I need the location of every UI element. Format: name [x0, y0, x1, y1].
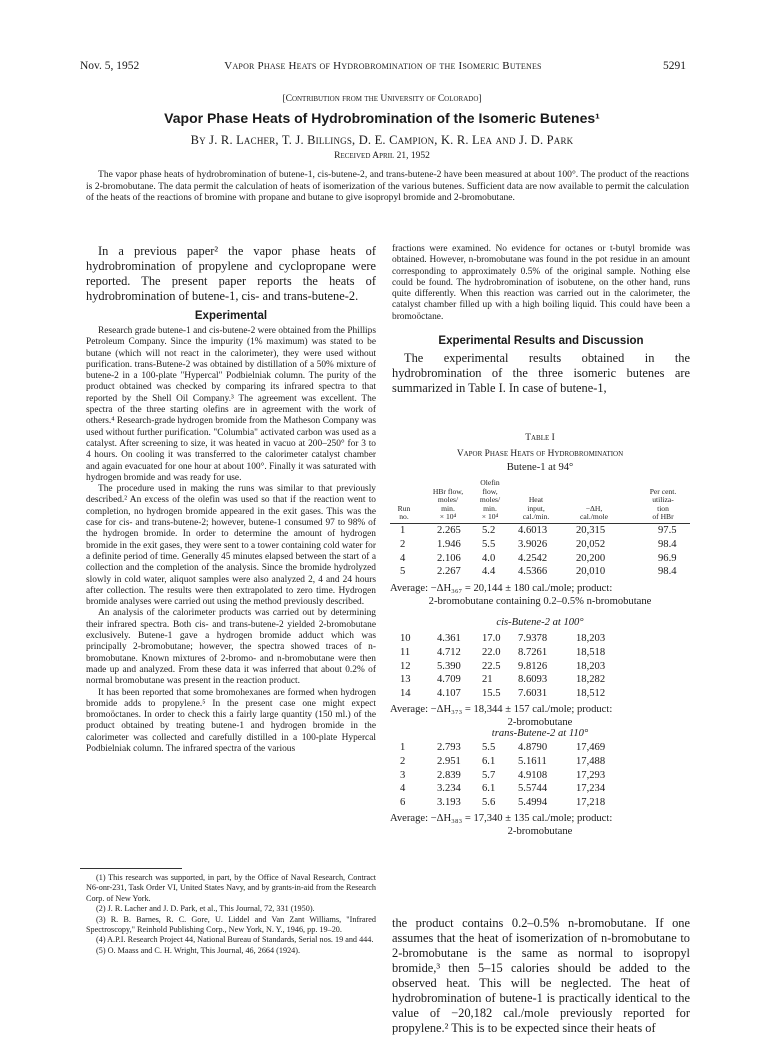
table-cell: 1	[400, 742, 406, 753]
section-title-butene-1: Butene-1 at 94°	[506, 462, 574, 473]
table-cell: 6.1	[482, 783, 496, 795]
header-title: Vapor Phase Heats of Hydrobromination of the Isomeric Butenes	[224, 60, 542, 72]
table-cell: 3.234	[437, 783, 461, 795]
table-cell: 10	[400, 633, 411, 644]
results-heading: Experimental Results and Discussion	[438, 335, 644, 348]
table-cell: 5.4994	[518, 797, 548, 809]
table-cell: 1.946	[437, 538, 461, 550]
table-cell: 2.793	[437, 742, 461, 753]
experimental-paragraph-1: Research grade butene-1 and cis-butene-2 were obtained from the Phillips Petroleum Company. Since the impurity (1% maximum) was stated to be butane (which will not react in the calorimeter), they were used without purification. trans-Butene-2 was obtained by distillation of a 50% mixture of butene-2 in a 100-plate "Hypercal" Podbielniak column. The purity of the product obtained was checked by comparing its infrared spectra to that reported by the Shell Oil Company.³ The agreement was excellent. The spectra of the three starting olefins are in agreement with the work of others.⁴ Research-grade hydrogen bromide from the Matheson Company was used without further purification. "Columbia" activated carbon was used as a catalyst. After screening to size, it was heated in vacuo at 200–250° for 3 to 4 hours. On cooling it was transferred to the calorimeter catalyst chamber and again evacuated for one hour at about 100°. Finally it was saturated with hydrogen bromide and was ready for use.	[86, 326, 376, 483]
table-cell: 20,200	[576, 552, 606, 564]
table-cell: 11	[400, 646, 411, 658]
column-header-olefin: × 10⁴	[481, 512, 499, 522]
table-cell: 4.361	[437, 633, 461, 644]
footnote-2: (2) J. R. Lacher and J. D. Park, et al., This Journal, 72, 331 (1950).	[96, 904, 315, 914]
abstract: The vapor phase heats of hydrobromination of butene-1, cis-butene-2, and trans-butene-2 have been measured at about 100°. The product of the reactions is 2-bromobutane. The data permit the calculation of heats of isomerization of the various butenes. Sufficient data are now available to permit the calculation of the heats of the reactions of bromine with propane and butane to give isopropyl bromide and 2-bromobutane.	[86, 169, 689, 203]
table-cell: 2	[400, 538, 406, 550]
section-average: Average: −ΔH₃₇₃ = 18,344 ± 157 cal./mole; product:	[390, 704, 613, 715]
table-cell: 22.5	[482, 660, 501, 672]
table-cell: 4.9108	[518, 769, 548, 781]
column-header-heat: cal./min.	[522, 512, 550, 522]
table-cell: 97.5	[658, 525, 677, 536]
column-header-hbr: moles/	[437, 495, 459, 505]
running-header	[80, 60, 686, 76]
column-header-olefin: moles/	[479, 495, 501, 505]
table-cell: 20,010	[576, 566, 606, 578]
page-number: 5291	[663, 60, 686, 72]
table-cell: 4.8790	[518, 742, 548, 753]
experimental-paragraph-4: It has been reported that some bromohexanes are formed when hydrogen bromide adds to propylene.⁵ In the present case one might expect bromoöctanes. In order to check this a fairly large quantity (150 ml.) of the product obtained by treating butene-1 and hydrogen bromide in the calorimeter was collected and carefully distilled in a 100-plate Hypercal Podbielniak column. The infrared spectra of the various	[86, 687, 376, 754]
footnotes	[86, 873, 376, 956]
column-header-heat: input,	[527, 503, 545, 513]
article-title: Vapor Phase Heats of Hydrobromination of the Isomeric Butenes¹	[164, 110, 600, 126]
column-header-pct: tion	[657, 503, 669, 513]
column-header-run: no.	[399, 512, 409, 522]
table-cell: 17,488	[576, 755, 606, 767]
table-cell: 5	[400, 566, 406, 578]
contribution-line: [Contribution from the University of Colorado]	[282, 94, 482, 104]
table-cell: 17.0	[482, 633, 501, 644]
results-continuation: fractions were examined. No evidence for octanes or t-butyl bromide was obtained. However, n-bromobutane was found in the pot residue in an amount corresponding to approximately 0.5% of the original sample. Nothing else could be found. The hydrobromination of isobutene, on the other hand, runs quite differently. When this reaction was carried out in the calorimeter, the catalyst chamber filled up with a high boiling liquid. This could have been a bromoöctane.	[392, 244, 690, 322]
table-cell: 20,315	[576, 525, 606, 536]
table-cell: 1	[400, 525, 406, 536]
table-cell: 96.9	[658, 552, 677, 564]
column-header-olefin: flow,	[482, 486, 498, 496]
table-cell: 3.193	[437, 797, 461, 809]
table-cell: 2.839	[437, 769, 461, 781]
table-cell: 4.6013	[518, 525, 548, 536]
table-cell: 18,203	[576, 633, 606, 644]
footnote-1: (1) This research was supported, in part, by the Office of Naval Research, Contract N6-onr-231, Task Order VI, United States Navy, and by grants-in-aid from the Research Corp. of New York.	[86, 873, 376, 903]
table-cell: 18,282	[576, 674, 606, 686]
footnote-4: (4) A.P.I. Research Project 44, National Bureau of Standards, Serial nos. 19 and 444.	[96, 935, 374, 945]
table-cell: 5.5744	[518, 783, 548, 795]
table-cell: 2.106	[437, 552, 461, 564]
table-cell: 4.5366	[518, 566, 548, 578]
table-cell: 13	[400, 674, 411, 686]
column-header-olefin: min.	[483, 503, 497, 513]
intro-paragraph: In a previous paper² the vapor phase heats of hydrobromination of propylene and cyclopropane were reported. The present paper reports the heats of hydrobromination of butene-1, cis- and trans-butene-2.	[86, 244, 376, 303]
table-cell: 4	[400, 783, 406, 795]
section-product: 2-bromobutane containing 0.2–0.5% n-bromobutane	[428, 596, 652, 607]
table-cell: 5.7	[482, 769, 496, 781]
table-cell: 2.267	[437, 566, 461, 578]
column-header-hbr: min.	[441, 503, 455, 513]
table-cell: 22.0	[482, 646, 501, 658]
table-cell: 6	[400, 797, 406, 809]
footnote-5: (5) O. Maass and C. H. Wright, This Journal, 46, 2664 (1924).	[96, 945, 301, 955]
table-cell: 5.1611	[518, 755, 547, 767]
table-cell: 20,052	[576, 538, 606, 550]
table-cell: 4	[400, 552, 406, 564]
table-cell: 14	[400, 688, 411, 700]
table-cell: 21	[482, 674, 493, 686]
column-header-run: Run	[397, 503, 411, 513]
table-cell: 18,203	[576, 660, 606, 672]
right-column-top	[392, 244, 690, 396]
table-cell: 4.2542	[518, 552, 548, 564]
section-product: 2-bromobutane	[507, 717, 573, 728]
discussion-paragraph: the product contains 0.2–0.5% n-bromobutane. If one assumes that the heat of isomerization of n-bromobutane to 2-bromobutane is the same as normal to isopropyl bromide,³ then 5–15 calories should be added to the observed heat. This will be neglected. The heat of hydrobromination of butene-1 is practically identical to the value of −20,182 cal./mole previously reported for propylene.² This is to be expected since their heats of	[392, 916, 690, 1035]
table-cell: 7.9378	[518, 633, 548, 644]
table-caption: Vapor Phase Heats of Hydrobromination	[456, 449, 624, 459]
table-cell: 17,234	[576, 783, 606, 795]
column-header-olefin: Olefin	[480, 478, 500, 487]
table-cell: 6.1	[482, 755, 496, 767]
table-cell: 8.7261	[518, 646, 548, 658]
experimental-paragraph-3: An analysis of the calorimeter products was carried out by determining their infrared spectra. Both cis- and trans-butene-2 yielded 2-bromobutane exclusively. Butene-1 gave a hydrogen bromide adduct which was principally 2-bromobutane; however, the spectra showed traces of n-bromobutane. Known mixtures of 2-bromo- and n-bromobutane were then made up and analyzed. From these data it was inferred that about 0.2% of normal bromobutane was present in the reaction product.	[86, 608, 376, 687]
column-header-pct: Per cent.	[649, 486, 677, 496]
table-cell: 12	[400, 660, 411, 672]
table-cell: 7.6031	[518, 688, 548, 700]
table-cell: 4.4	[482, 566, 496, 578]
column-header-hbr: HBr flow,	[432, 486, 464, 496]
section-product: 2-bromobutane	[507, 826, 573, 837]
column-header-dh: −ΔH,	[585, 503, 603, 513]
experimental-heading: Experimental	[194, 310, 268, 322]
table-cell: 4.0	[482, 552, 496, 564]
left-column	[86, 244, 376, 755]
table-cell: 5.5	[482, 538, 496, 550]
column-header-heat: Heat	[528, 495, 544, 505]
table-cell: 2.265	[437, 525, 461, 536]
table-cell: 2	[400, 755, 406, 767]
table-cell: 18,512	[576, 688, 606, 700]
author-line: By J. R. Lacher, T. J. Billings, D. E. Campion, K. R. Lea and J. D. Park	[190, 133, 574, 147]
table-cell: 5.390	[437, 660, 461, 672]
table-cell: 17,469	[576, 742, 606, 753]
column-header-pct: utiliza-	[652, 495, 674, 505]
table-cell: 9.8126	[518, 660, 548, 672]
column-header-hbr: × 10⁴	[439, 512, 457, 522]
results-paragraph: The experimental results obtained in the hydrobromination of the three isomeric butenes are summarized in Table I. In case of butene-1,	[392, 351, 690, 396]
table-cell: 3.9026	[518, 538, 548, 550]
column-header-pct: of HBr	[652, 512, 674, 522]
footnote-3: (3) R. B. Barnes, R. C. Gore, U. Liddel and Van Zant Williams, "Infrared Spectroscopy," Reinhold Publishing Corp., New York, N. Y., 1946, pp. 19–20.	[86, 914, 376, 935]
column-header-dh: cal./mole	[579, 512, 609, 522]
table-cell: 4.107	[437, 688, 461, 700]
table-cell: 98.4	[658, 566, 677, 578]
table-cell: 3	[400, 769, 406, 781]
table-cell: 5.2	[482, 525, 496, 536]
footnote-rule	[80, 868, 182, 869]
table-cell: 17,218	[576, 797, 606, 809]
table-header-rule	[390, 523, 690, 524]
table-cell: 17,293	[576, 769, 606, 781]
table-cell: 18,518	[576, 646, 606, 658]
table-cell: 4.709	[437, 674, 461, 686]
table-cell: 8.6093	[518, 674, 548, 686]
header-date: Nov. 5, 1952	[80, 60, 140, 72]
table-cell: 5.6	[482, 797, 496, 809]
table-cell: 5.5	[482, 742, 496, 753]
section-average: Average: −ΔH₃₆₇ = 20,144 ± 180 cal./mole; product:	[390, 583, 613, 594]
section-title: trans-Butene-2 at 110°	[491, 728, 589, 739]
table-cell: 98.4	[658, 538, 677, 550]
table-label: Table I	[525, 433, 555, 443]
experimental-paragraph-2: The procedure used in making the runs was similar to that previously described.² An excess of the olefin was used so that if the reaction went to completion, no hydrogen bromide appeared in the exit gases. This was the case for cis- and trans-butene-2; however, butene-1 consumed 97 to 98% of the hydrogen bromide. In order to determine the amount of hydrogen bromide in the exit gases, they were sent to a tower containing cold water for a definite period of time. Generally 45 minutes elapsed between the start of a collection and the completion of the analysis. Since the bromide hydrolyzed slowly in cold water, aliquot samples were also analyzed 2, 4 and 24 hours after collection. The results were then extrapolated to zero time. Hydrogen bromide analyses were carried out using the method previously described.	[86, 484, 376, 608]
section-average: Average: −ΔH₃₈₃ = 17,340 ± 135 cal./mole; product:	[390, 813, 613, 824]
received-date: Received April 21, 1952	[334, 151, 430, 161]
table-cell: 4.712	[437, 646, 461, 658]
table-cell: 2.951	[437, 755, 461, 767]
section-title: cis-Butene-2 at 100°	[496, 617, 584, 628]
table-cell: 15.5	[482, 688, 501, 700]
